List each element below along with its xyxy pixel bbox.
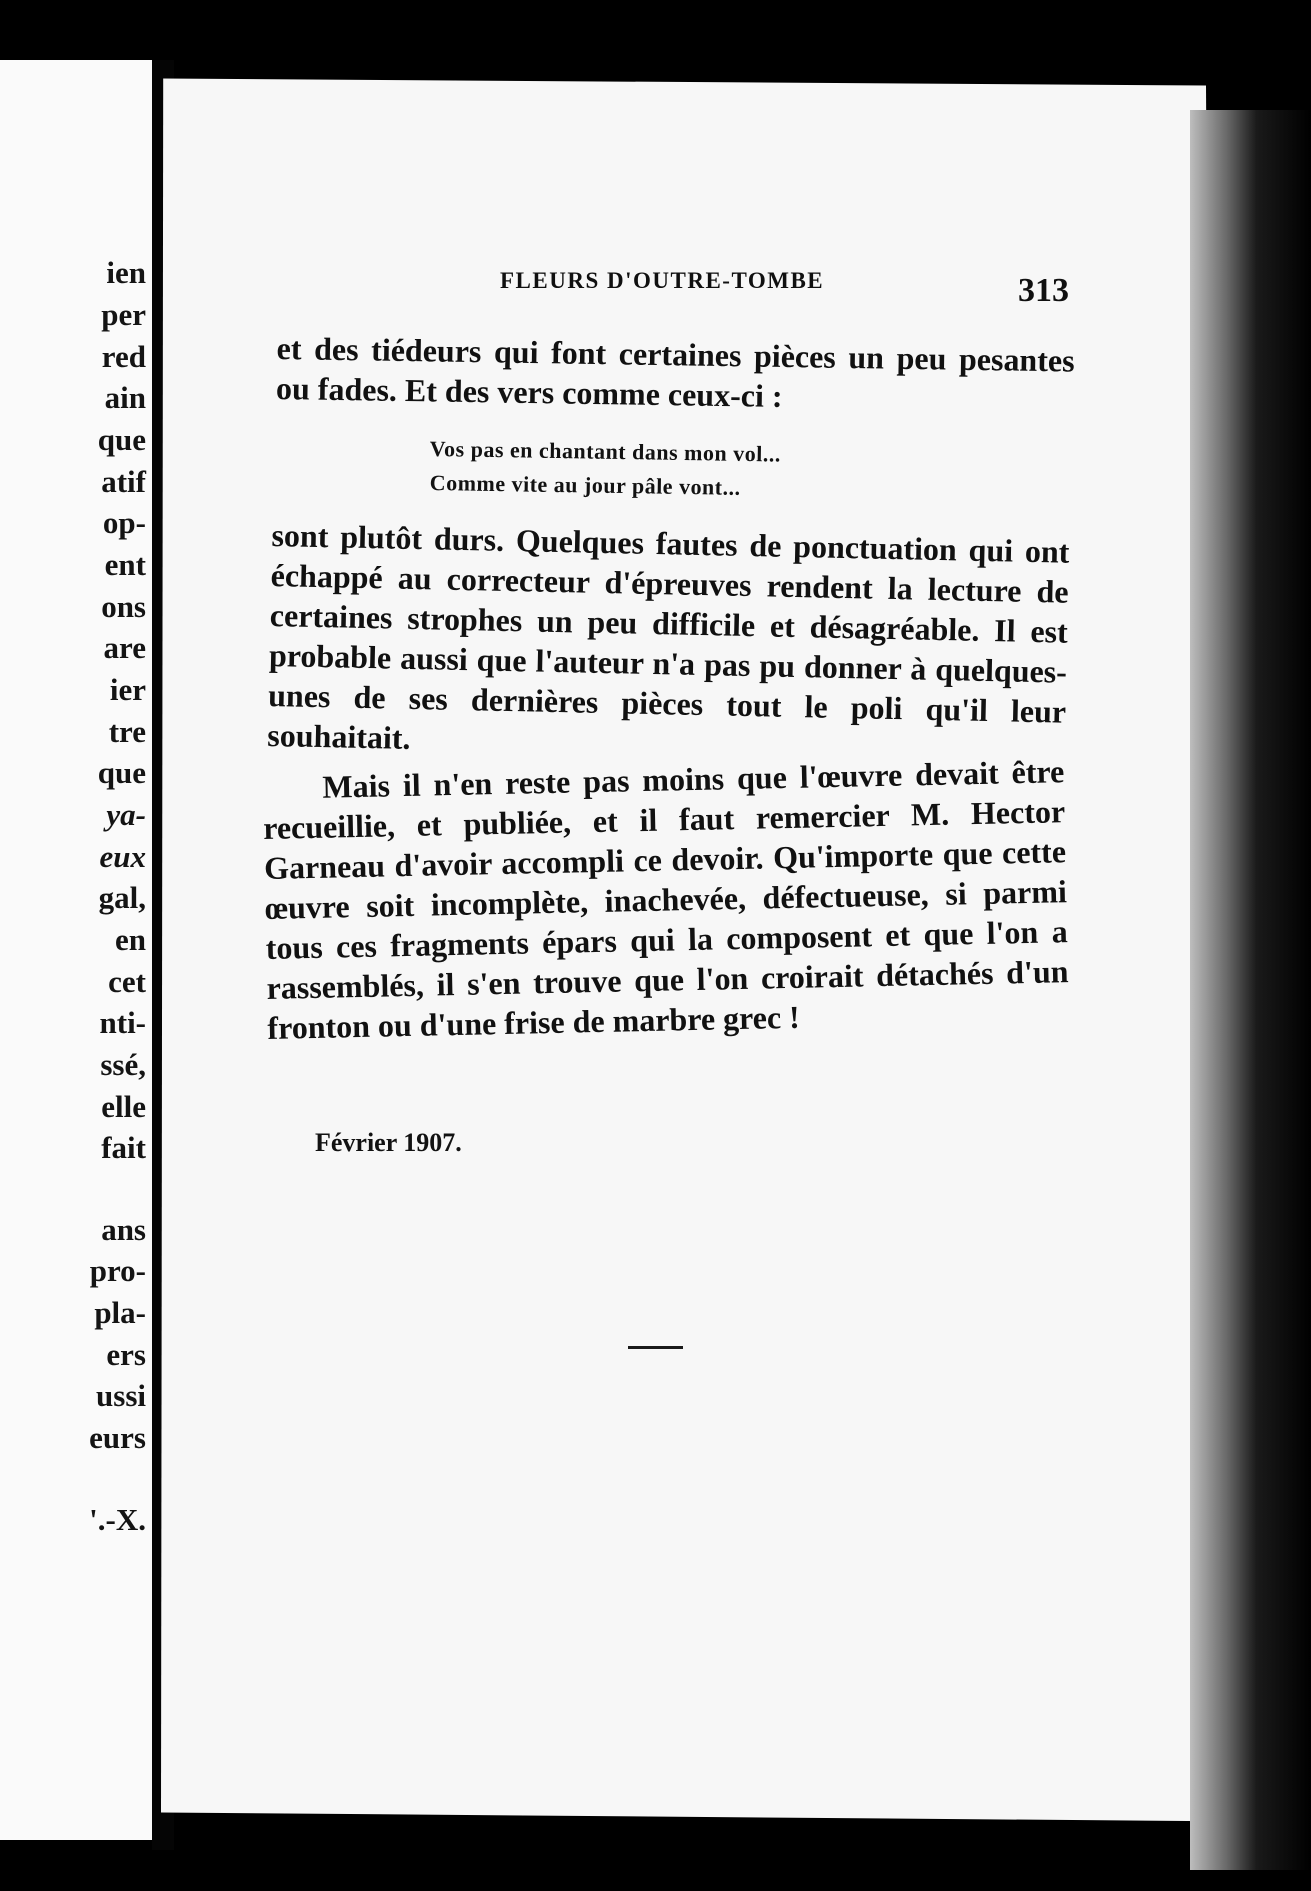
left-page-line: nti- (99, 1005, 146, 1040)
left-page-line: op- (102, 505, 146, 540)
left-page-line: '.-X. (89, 1502, 146, 1537)
paragraph-2: sont plutôt durs. Quelques fautes de ponctuation qui ont échappé au correcteur d'épreuves rendent la lecture de certaines strophes un peu difficile et désagréable. Il est probable aussi que l'auteur n'a pas pu donner à quelques-unes de ses dernières pièces tout le poli qu'il leur souhaitait. (267, 516, 1070, 756)
left-page-line: que (97, 422, 146, 457)
running-header: FLEURS D'OUTRE-TOMBE (500, 268, 825, 293)
left-page-line: que (97, 755, 146, 790)
page-number: 313 (1018, 272, 1069, 309)
left-page-line: gal, (98, 880, 146, 915)
left-page-line: ans (101, 1212, 146, 1247)
left-page-line: pro- (89, 1253, 146, 1288)
left-page-line: tre (108, 714, 146, 749)
page-edge-shadow (1190, 110, 1311, 1870)
paragraph-1: et des tiédeurs qui font certaines pièces un peu pesantes ou fades. Et des vers comme ceux-ci : (275, 329, 1075, 414)
left-page-line: ussi (96, 1378, 146, 1413)
left-page-line: ier (109, 672, 146, 707)
left-page-line: per (101, 297, 146, 332)
left-page-line: en (115, 922, 146, 957)
left-page-line: ien (106, 255, 146, 290)
end-rule (628, 1346, 683, 1349)
paragraph-3: Mais il n'en reste pas moins que l'œuvre devait être recueillie, et publiée, et il faut remercier M. Hector Garneau d'avoir accompli ce devoir. Qu'importe que cette œuvre soit incomplète, inachevée, défectueuse, si parmi tous ces fragments épars qui la composent et que l'on a rassemblés, il s'en trouve que l'on croirait détachés d'un fronton ou d'une frise de marbre grec ! (262, 753, 1069, 1046)
left-page-line: eurs (89, 1420, 146, 1455)
left-page-line: ain (104, 380, 146, 415)
left-page-line: eux (99, 839, 146, 874)
date-line: Février 1907. (315, 1128, 462, 1157)
left-page-line: atif (101, 464, 146, 499)
verse-line-2: Comme vite au jour pâle vont... (429, 470, 741, 500)
left-page-line: elle (101, 1089, 146, 1124)
left-page-line: ent (104, 547, 146, 582)
left-page-line: ssé, (100, 1047, 146, 1082)
left-page-line: ers (106, 1337, 146, 1372)
verse-line-1: Vos pas en chantant dans mon vol... (429, 436, 782, 467)
left-page-line: pla- (94, 1295, 146, 1330)
left-page-line: are (103, 630, 146, 665)
left-page-line: red (101, 339, 146, 374)
left-page-line: ons (101, 589, 146, 624)
left-page-line: fait (101, 1130, 146, 1165)
left-page-line: ya- (106, 797, 146, 832)
left-page-line: cet (108, 964, 146, 999)
left-facing-page (0, 60, 152, 1840)
